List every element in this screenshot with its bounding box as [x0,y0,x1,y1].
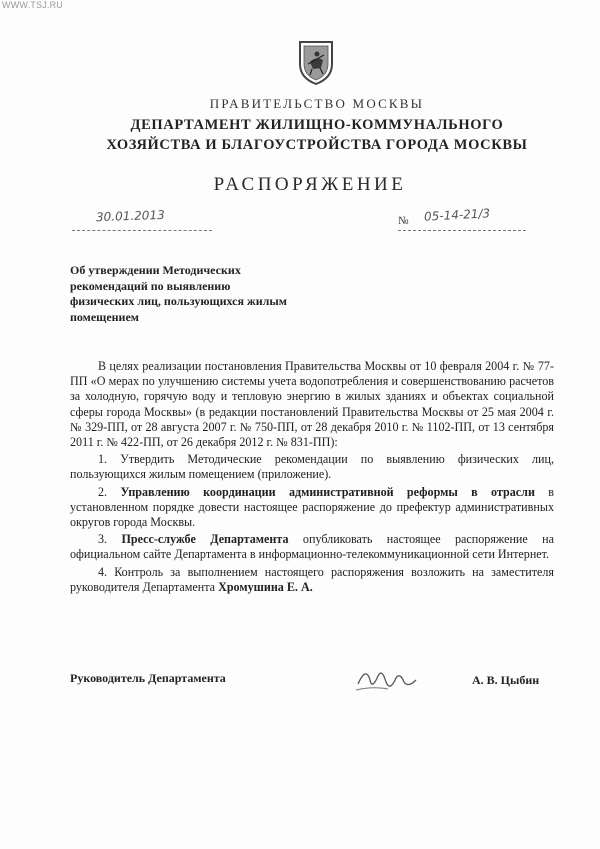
moscow-coat-of-arms-icon [296,38,336,86]
item-3 [70,532,554,562]
document-subject: Об утверждении Методических рекомендаций по выявлению физических лиц, пользующихся жилым помещением [70,263,287,324]
item-3-text: опубликовать настоящее распоряжение на официальном сайте Департамента в информационно-телекоммуникационной сети Интернет. [70,532,555,562]
number-sign: № [398,215,409,227]
department-name-line1: ДЕПАРТАМЕНТ ЖИЛИЩНО-КОММУНАЛЬНОГО [130,117,504,133]
item-4 [70,565,554,595]
department-name-line2: ХОЗЯЙСТВА И БЛАГОУСТРОЙСТВА ГОРОДА МОСКВЫ [106,137,528,153]
item-4-text: 4. Контроль за выполнением настоящего распоряжения возложить на заместителя руководителя Департамента [70,564,554,594]
item-2-text: в установленном порядке довести настоящее распоряжение до префектур административных округов города Москвы. [70,484,554,530]
item-3-number: 3. [98,532,108,547]
intro-paragraph: В целях реализации постановления Правительства Москвы от 10 февраля 2004 г. № 77-ПП «О мерах по улучшению системы учета водопотребления и совершенствованию расчетов за холодную, горячую воду и тепловую энергию в жилых зданиях и объектах социальной сферы города Москвы» (в редакции постановлений Правительства Москвы от 25 мая 2004 г. № 329-ПП, от 28 августа 2007 г. № 750-ПП, от 28 декабря 2010 г. № 1102-ПП, от 13 сентября 2011 г. № 422-ПП, от 26 декабря 2012 г. № 831-ПП): [70,359,554,450]
handwritten-signature-icon [352,662,422,698]
document-number: 05-14-21/3 [423,206,491,224]
signatory-position: Руководитель Департамента [70,671,226,685]
signatory-name: А. В. Цыбин [472,673,540,687]
document-body [70,359,554,595]
item-1: 1. Утвердить Методические рекомендации по выявлению физических лиц, пользующихся жилым помещением (приложение). [70,452,554,482]
item-2-number: 2. [98,484,108,499]
item-2-bold: Управлению координации административной реформы в отрасли [120,484,535,499]
item-3-bold: Пресс-службе Департамента [121,532,289,547]
item-2 [70,485,554,531]
document-type-title: РАСПОРЯЖЕНИЕ [213,174,407,195]
item-4-bold: Хромушина Е. А. [218,579,313,594]
document-date: 30.01.2013 [95,207,165,225]
government-name: ПРАВИТЕЛЬСТВО МОСКВЫ [209,96,425,111]
watermark: WWW.TSJ.RU [2,0,63,10]
